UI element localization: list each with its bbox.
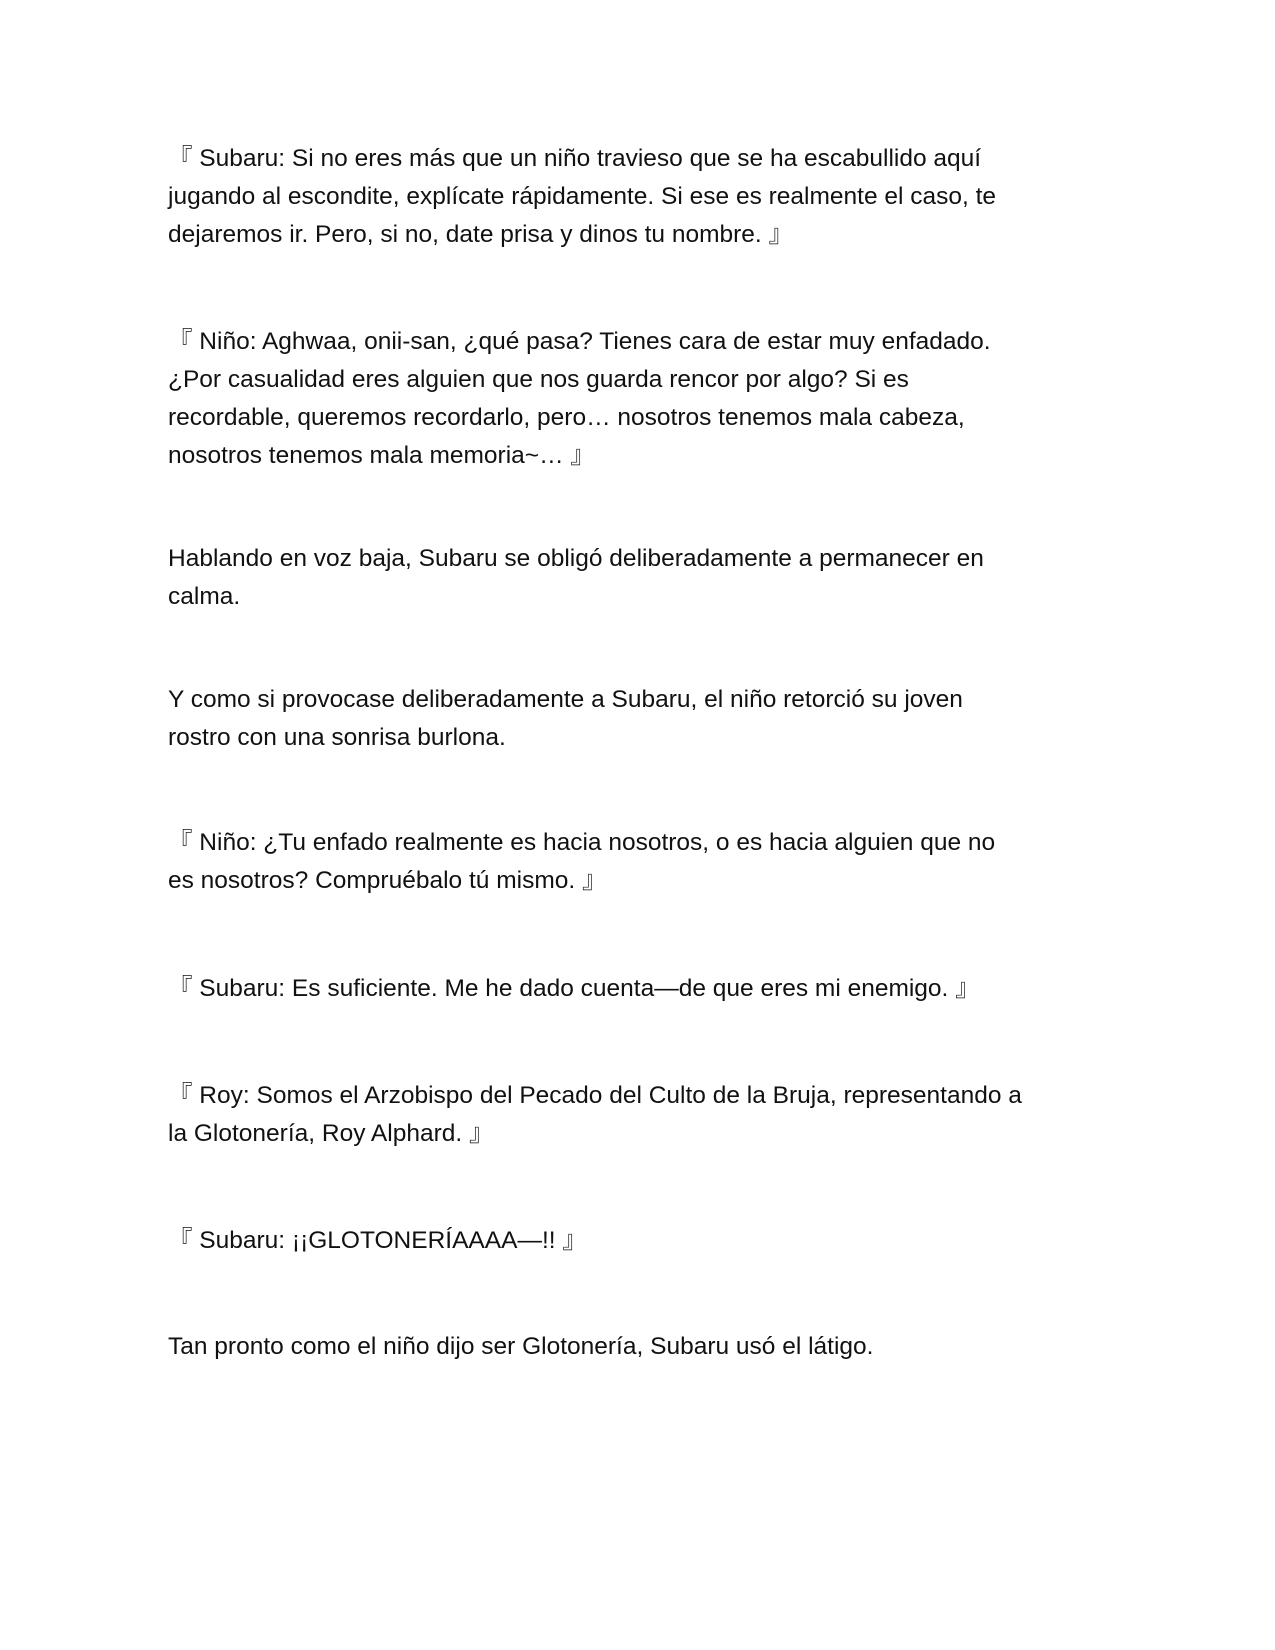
- paragraph-subaru-dialogue-3: [168, 1222, 1068, 1260]
- text-line: 『 Niño: ¿Tu enfado realmente es hacia nosotros, o es hacia alguien que no: [168, 829, 996, 856]
- paragraph-narration-3: [168, 1328, 1068, 1366]
- text-line: rostro con una sonrisa burlona.: [168, 724, 506, 751]
- text-line: la Glotonería, Roy Alphard. 』: [168, 1120, 494, 1147]
- paragraph-subaru-dialogue-1: [168, 140, 1068, 254]
- text-line: 『 Niño: Aghwaa, onii-san, ¿qué pasa? Tienes cara de estar muy enfadado.: [168, 328, 991, 355]
- text-line: ¿Por casualidad eres alguien que nos guarda rencor por algo? Si es: [168, 366, 909, 393]
- text-line: Hablando en voz baja, Subaru se obligó deliberadamente a permanecer en: [168, 545, 984, 572]
- paragraph-nino-dialogue-1: [168, 323, 1068, 475]
- text-line: 『 Roy: Somos el Arzobispo del Pecado del Culto de la Bruja, representando a: [168, 1082, 1022, 1109]
- text-line: recordable, queremos recordarlo, pero… nosotros tenemos mala cabeza,: [168, 404, 965, 431]
- text-line: 『 Subaru: ¡¡GLOTONERÍAAAA—!! 』: [168, 1227, 587, 1254]
- text-line: dejaremos ir. Pero, si no, date prisa y dinos tu nombre. 』: [168, 221, 794, 248]
- paragraph-nino-dialogue-2: [168, 824, 1068, 900]
- text-line: nosotros tenemos mala memoria~… 』: [168, 442, 595, 469]
- paragraph-subaru-dialogue-2: [168, 970, 1068, 1008]
- text-line: 『 Subaru: Es suficiente. Me he dado cuenta—de que eres mi enemigo. 』: [168, 975, 980, 1002]
- paragraph-roy-dialogue: [168, 1077, 1068, 1153]
- text-line: es nosotros? Compruébalo tú mismo. 』: [168, 867, 607, 894]
- text-line: Y como si provocase deliberadamente a Subaru, el niño retorció su joven: [168, 686, 963, 713]
- paragraph-narration-1: [168, 540, 1068, 616]
- paragraph-narration-2: [168, 681, 1068, 757]
- text-line: Tan pronto como el niño dijo ser Glotonería, Subaru usó el látigo.: [168, 1333, 874, 1360]
- text-line: 『 Subaru: Si no eres más que un niño travieso que se ha escabullido aquí: [168, 145, 982, 172]
- text-line: calma.: [168, 583, 241, 610]
- text-line: jugando al escondite, explícate rápidamente. Si ese es realmente el caso, te: [168, 183, 997, 210]
